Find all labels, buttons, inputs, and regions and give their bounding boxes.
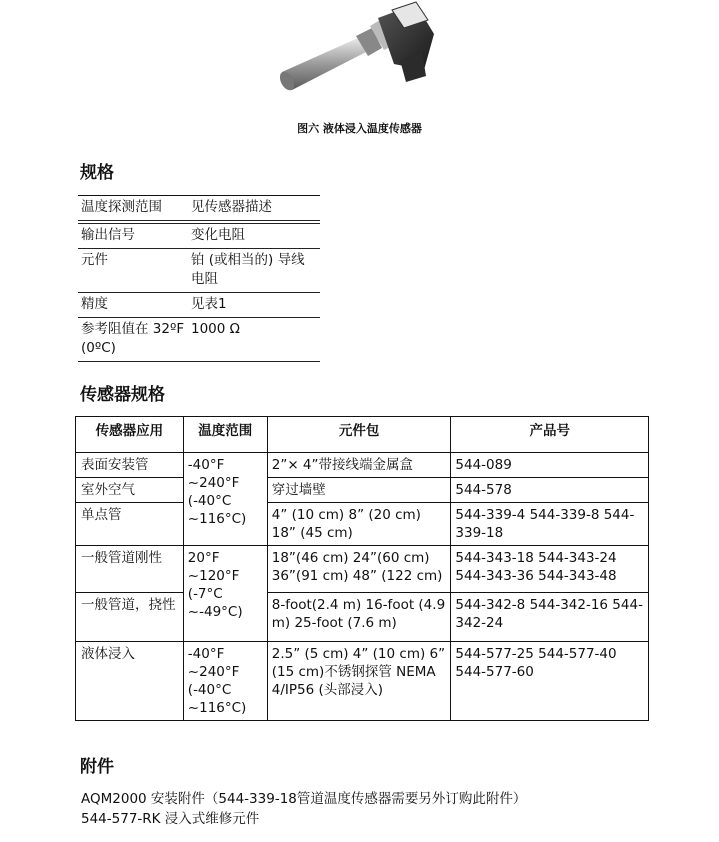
table-row xyxy=(76,453,649,478)
spec-value: 1000 Ω xyxy=(188,318,320,362)
sensor-temp-range: -40°F ~240°F (-40°C ~116°C) xyxy=(183,453,267,546)
sensor-temp-range: 20°F ~120°F (-7°C ~-49°C) xyxy=(183,546,267,642)
table-header-row xyxy=(76,417,649,453)
spec-label: 温度探测范围 xyxy=(78,196,188,221)
table-row xyxy=(76,642,649,721)
sensor-part-number: 544-339-4 544-339-8 544-339-18 xyxy=(451,503,649,546)
liquid-immersion-sensor-photo-icon xyxy=(268,0,448,100)
sensor-package: 2”× 4”带接线端金属盒 xyxy=(267,453,451,478)
accessory-item: 544-577-RK 浸入式维修元件 xyxy=(81,811,260,827)
sensor-application: 液体浸入 xyxy=(76,642,184,721)
sensor-temp-range: -40°F ~240°F (-40°C ~116°C) xyxy=(183,642,267,721)
spec-value: 变化电阻 xyxy=(188,224,320,249)
sensor-part-number: 544-342-8 544-342-16 544-342-24 xyxy=(451,593,649,642)
sensor-package: 穿过墙壁 xyxy=(267,478,451,503)
spec-value: 铂 (或相当的) 导线电阻 xyxy=(188,249,320,293)
spec-label: 输出信号 xyxy=(78,224,188,249)
table-row xyxy=(78,196,320,221)
sensor-part-number: 544-343-18 544-343-24 544-343-36 544-343-48 xyxy=(451,546,649,593)
sensor-application: 单点管 xyxy=(76,503,184,546)
table-row xyxy=(78,224,320,249)
sensor-package: 8-foot(2.4 m) 16-foot (4.9 m) 25-foot (7.6 m) xyxy=(267,593,451,642)
sensor-package: 2.5” (5 cm) 4” (10 cm) 6” (15 cm)不锈钢探管 NEMA 4/IP56 (头部浸入) xyxy=(267,642,451,721)
spec-value: 见传感器描述 xyxy=(188,196,320,221)
spec-label: 参考阻值在 32ºF (0ºC) xyxy=(78,318,188,362)
sensor-application: 一般管道，挠性 xyxy=(76,593,184,642)
table-row xyxy=(76,593,649,642)
table-row xyxy=(76,503,649,546)
table-row xyxy=(78,318,320,362)
specs-table xyxy=(78,195,320,362)
column-header: 产品号 xyxy=(451,417,649,453)
sensor-package: 4” (10 cm) 8” (20 cm) 18” (45 cm) xyxy=(267,503,451,546)
sensor-part-number: 544-089 xyxy=(451,453,649,478)
sensor-part-number: 544-578 xyxy=(451,478,649,503)
accessory-item: AQM2000 安装附件（544-339-18管道温度传感器需要另外订购此附件） xyxy=(81,791,527,807)
sensor-application: 室外空气 xyxy=(76,478,184,503)
column-header: 温度范围 xyxy=(183,417,267,453)
specs-heading: 规格 xyxy=(80,163,114,183)
spec-value: 见表1 xyxy=(188,293,320,318)
sensor-package: 18”(46 cm) 24”(60 cm) 36”(91 cm) 48” (122 cm) xyxy=(267,546,451,593)
accessories-heading: 附件 xyxy=(80,757,114,777)
column-header: 元件包 xyxy=(267,417,451,453)
table-row xyxy=(76,478,649,503)
table-row xyxy=(78,293,320,318)
sensor-application: 表面安装管 xyxy=(76,453,184,478)
figure-caption: 图六 液体浸入温度传感器 xyxy=(297,122,422,135)
sensor-part-number: 544-577-25 544-577-40 544-577-60 xyxy=(451,642,649,721)
column-header: 传感器应用 xyxy=(76,417,184,453)
spec-label: 元件 xyxy=(78,249,188,293)
sensor-specs-table xyxy=(75,416,649,721)
sensor-application: 一般管道刚性 xyxy=(76,546,184,593)
spec-label: 精度 xyxy=(78,293,188,318)
table-row xyxy=(78,249,320,293)
table-row xyxy=(76,546,649,593)
sensor-specs-heading: 传感器规格 xyxy=(80,385,165,405)
